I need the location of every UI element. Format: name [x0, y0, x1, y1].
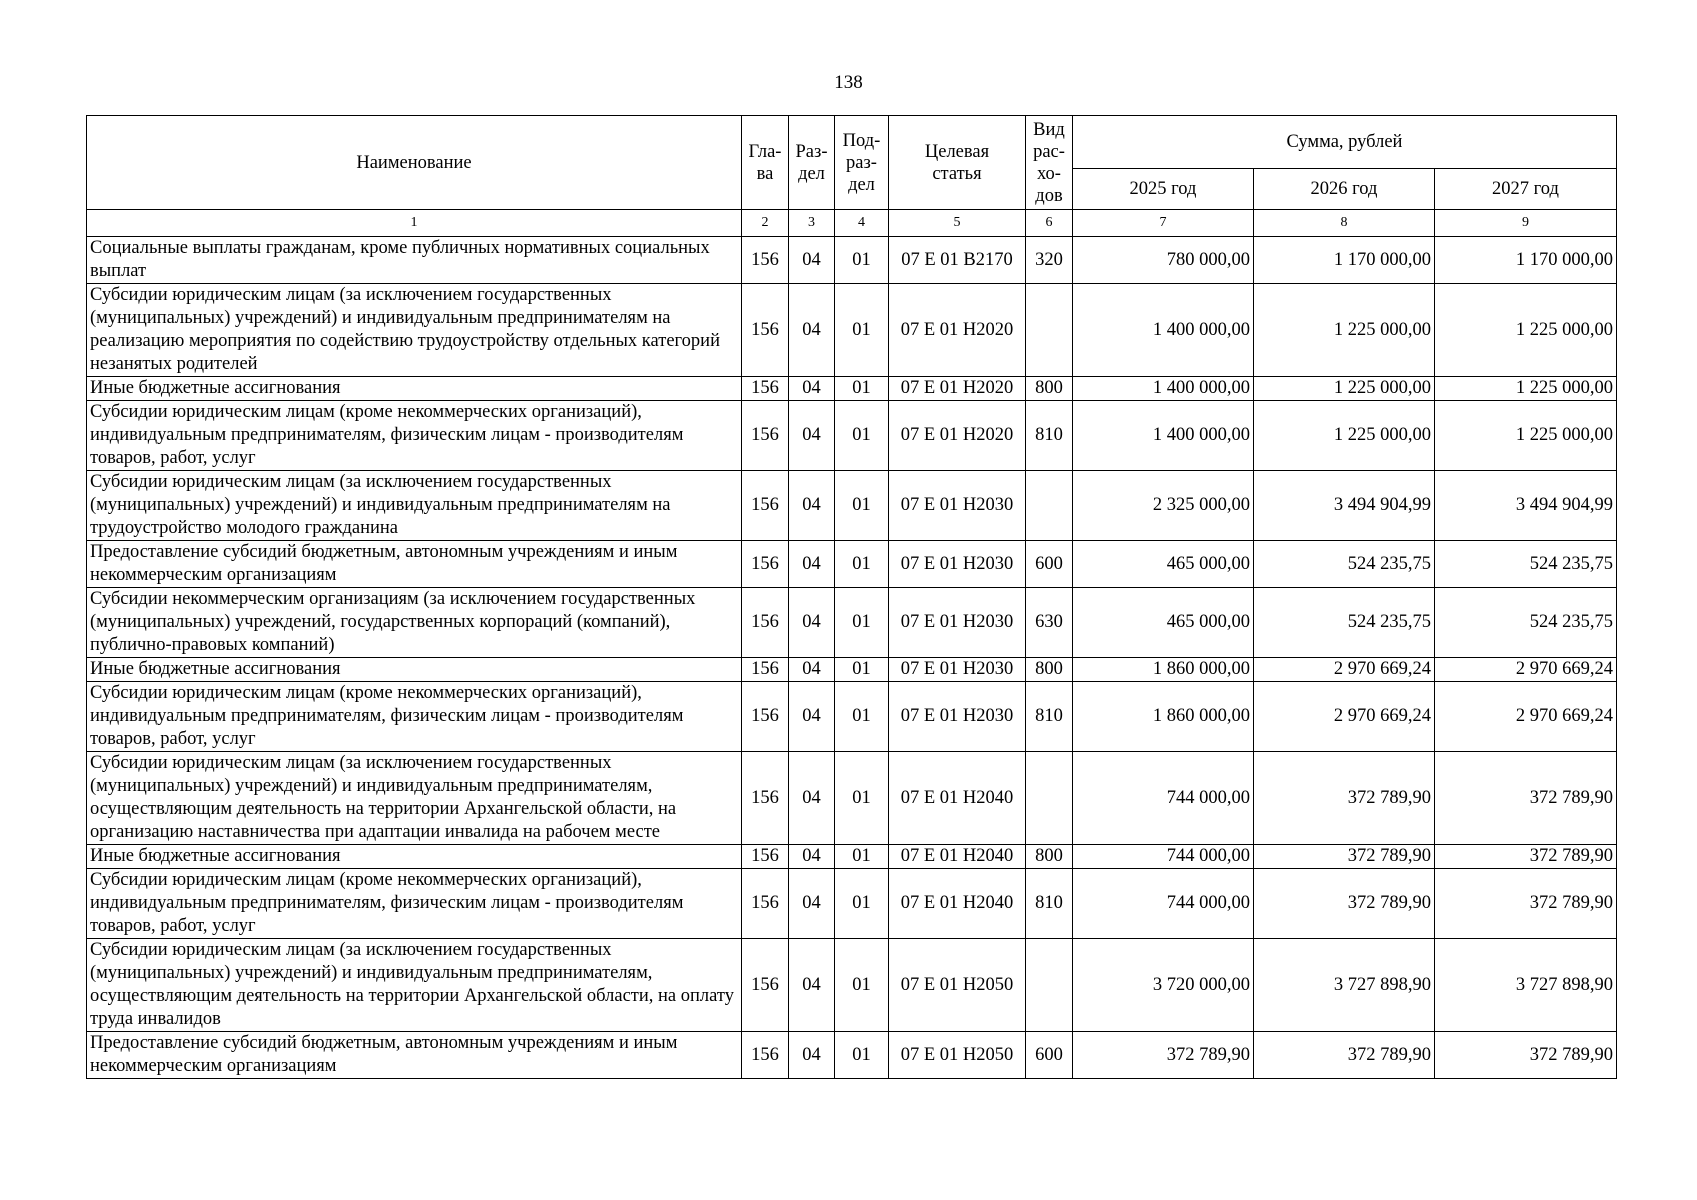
- row-vid-rashodov: [1026, 939, 1073, 1032]
- row-celevaya-statya: 07 Е 01 В2170: [889, 237, 1026, 284]
- row-vid-rashodov: 810: [1026, 682, 1073, 752]
- row-celevaya-statya: 07 Е 01 Н2050: [889, 1032, 1026, 1079]
- row-podrazdel: 01: [835, 752, 889, 845]
- row-celevaya-statya: 07 Е 01 Н2020: [889, 401, 1026, 471]
- row-sum-2026: 372 789,90: [1254, 752, 1435, 845]
- row-podrazdel: 01: [835, 682, 889, 752]
- row-sum-2027: 524 235,75: [1435, 588, 1617, 658]
- row-name: Предоставление субсидий бюджетным, автономным учреждениям и иным некоммерческим организациям: [87, 541, 742, 588]
- row-vid-rashodov: 800: [1026, 658, 1073, 682]
- table-row: [87, 401, 1617, 471]
- row-sum-2026: 1 225 000,00: [1254, 284, 1435, 377]
- row-sum-2027: 2 970 669,24: [1435, 658, 1617, 682]
- row-sum-2027: 1 225 000,00: [1435, 377, 1617, 401]
- row-celevaya-statya: 07 Е 01 Н2040: [889, 869, 1026, 939]
- column-number: 1: [87, 210, 742, 237]
- row-celevaya-statya: 07 Е 01 Н2040: [889, 752, 1026, 845]
- row-sum-2027: 3 727 898,90: [1435, 939, 1617, 1032]
- row-podrazdel: 01: [835, 471, 889, 541]
- row-sum-2026: 2 970 669,24: [1254, 682, 1435, 752]
- row-sum-2026: 1 225 000,00: [1254, 377, 1435, 401]
- table-row: [87, 939, 1617, 1032]
- row-name: Социальные выплаты гражданам, кроме публичных нормативных социальных выплат: [87, 237, 742, 284]
- row-podrazdel: 01: [835, 939, 889, 1032]
- column-number: 5: [889, 210, 1026, 237]
- row-glava: 156: [742, 588, 789, 658]
- row-sum-2027: 524 235,75: [1435, 541, 1617, 588]
- row-podrazdel: 01: [835, 588, 889, 658]
- row-sum-2027: 372 789,90: [1435, 845, 1617, 869]
- row-razdel: 04: [789, 588, 835, 658]
- row-glava: 156: [742, 1032, 789, 1079]
- row-razdel: 04: [789, 869, 835, 939]
- row-name: Субсидии юридическим лицам (за исключением государственных (муниципальных) учреждений) и индивидуальным предпринимателям на трудоустройство молодого гражданина: [87, 471, 742, 541]
- row-vid-rashodov: 810: [1026, 869, 1073, 939]
- row-name: Субсидии юридическим лицам (кроме некоммерческих организаций), индивидуальным предпринимателям, физическим лицам - производителям товаров, работ, услуг: [87, 401, 742, 471]
- row-vid-rashodov: 600: [1026, 541, 1073, 588]
- table-row: [87, 588, 1617, 658]
- row-sum-2026: 3 727 898,90: [1254, 939, 1435, 1032]
- row-sum-2026: 1 225 000,00: [1254, 401, 1435, 471]
- row-razdel: 04: [789, 401, 835, 471]
- row-glava: 156: [742, 377, 789, 401]
- row-glava: 156: [742, 471, 789, 541]
- header-podrazdel: Под- раз- дел: [835, 116, 889, 210]
- row-vid-rashodov: 630: [1026, 588, 1073, 658]
- row-sum-2025: 465 000,00: [1073, 541, 1254, 588]
- row-vid-rashodov: [1026, 752, 1073, 845]
- header-glava: Гла- ва: [742, 116, 789, 210]
- row-sum-2027: 3 494 904,99: [1435, 471, 1617, 541]
- column-number: 4: [835, 210, 889, 237]
- table-row: [87, 284, 1617, 377]
- page-number: 138: [834, 72, 863, 93]
- row-sum-2025: 3 720 000,00: [1073, 939, 1254, 1032]
- row-name: Субсидии юридическим лицам (кроме некоммерческих организаций), индивидуальным предпринимателям, физическим лицам - производителям товаров, работ, услуг: [87, 682, 742, 752]
- row-razdel: 04: [789, 845, 835, 869]
- row-vid-rashodov: 320: [1026, 237, 1073, 284]
- table-row: [87, 869, 1617, 939]
- row-celevaya-statya: 07 Е 01 Н2030: [889, 588, 1026, 658]
- row-sum-2027: 372 789,90: [1435, 869, 1617, 939]
- row-name: Предоставление субсидий бюджетным, автономным учреждениям и иным некоммерческим организациям: [87, 1032, 742, 1079]
- row-sum-2026: 524 235,75: [1254, 588, 1435, 658]
- row-sum-2025: 744 000,00: [1073, 752, 1254, 845]
- row-podrazdel: 01: [835, 401, 889, 471]
- row-podrazdel: 01: [835, 845, 889, 869]
- row-sum-2026: 372 789,90: [1254, 845, 1435, 869]
- row-razdel: 04: [789, 752, 835, 845]
- row-sum-2025: 1 400 000,00: [1073, 284, 1254, 377]
- row-sum-2027: 1 225 000,00: [1435, 401, 1617, 471]
- row-name: Субсидии юридическим лицам (за исключением государственных (муниципальных) учреждений) и индивидуальным предпринимателям, осуществляющим деятельность на территории Архангельской области, на организацию наставничества при адаптации инвалида на рабочем месте: [87, 752, 742, 845]
- row-glava: 156: [742, 682, 789, 752]
- row-podrazdel: 01: [835, 541, 889, 588]
- row-podrazdel: 01: [835, 869, 889, 939]
- column-number: 2: [742, 210, 789, 237]
- row-sum-2026: 372 789,90: [1254, 869, 1435, 939]
- column-number: 6: [1026, 210, 1073, 237]
- row-sum-2025: 465 000,00: [1073, 588, 1254, 658]
- row-glava: 156: [742, 939, 789, 1032]
- table-row: [87, 541, 1617, 588]
- header-vid-rashodov: Вид рас- хо- дов: [1026, 116, 1073, 210]
- row-glava: 156: [742, 541, 789, 588]
- row-podrazdel: 01: [835, 284, 889, 377]
- row-celevaya-statya: 07 Е 01 Н2030: [889, 471, 1026, 541]
- header-summa: Сумма, рублей: [1073, 116, 1617, 169]
- row-sum-2027: 372 789,90: [1435, 752, 1617, 845]
- row-sum-2026: 524 235,75: [1254, 541, 1435, 588]
- row-podrazdel: 01: [835, 658, 889, 682]
- row-celevaya-statya: 07 Е 01 Н2050: [889, 939, 1026, 1032]
- row-sum-2027: 372 789,90: [1435, 1032, 1617, 1079]
- row-razdel: 04: [789, 682, 835, 752]
- row-razdel: 04: [789, 471, 835, 541]
- header-year-2026: 2026 год: [1254, 169, 1435, 210]
- row-vid-rashodov: 800: [1026, 377, 1073, 401]
- row-podrazdel: 01: [835, 1032, 889, 1079]
- column-number: 3: [789, 210, 835, 237]
- row-celevaya-statya: 07 Е 01 Н2030: [889, 682, 1026, 752]
- row-name: Иные бюджетные ассигнования: [87, 377, 742, 401]
- table-body: [87, 210, 1617, 1079]
- row-sum-2026: 372 789,90: [1254, 1032, 1435, 1079]
- row-vid-rashodov: 800: [1026, 845, 1073, 869]
- row-celevaya-statya: 07 Е 01 Н2020: [889, 377, 1026, 401]
- row-name: Субсидии юридическим лицам (за исключением государственных (муниципальных) учреждений) и индивидуальным предпринимателям на реализацию мероприятия по содействию трудоустройству отдельных категорий незанятых родителей: [87, 284, 742, 377]
- row-vid-rashodov: 810: [1026, 401, 1073, 471]
- row-razdel: 04: [789, 284, 835, 377]
- row-vid-rashodov: 600: [1026, 1032, 1073, 1079]
- table-row: [87, 471, 1617, 541]
- row-name: Субсидии юридическим лицам (за исключением государственных (муниципальных) учреждений) и индивидуальным предпринимателям, осуществляющим деятельность на территории Архангельской области, на оплату труда инвалидов: [87, 939, 742, 1032]
- row-glava: 156: [742, 752, 789, 845]
- row-glava: 156: [742, 845, 789, 869]
- row-glava: 156: [742, 658, 789, 682]
- row-sum-2025: 1 400 000,00: [1073, 401, 1254, 471]
- row-razdel: 04: [789, 237, 835, 284]
- header-year-2025: 2025 год: [1073, 169, 1254, 210]
- row-sum-2026: 1 170 000,00: [1254, 237, 1435, 284]
- column-number: 7: [1073, 210, 1254, 237]
- column-number: 8: [1254, 210, 1435, 237]
- table-row: [87, 237, 1617, 284]
- table-row: [87, 752, 1617, 845]
- row-sum-2027: 1 170 000,00: [1435, 237, 1617, 284]
- row-sum-2026: 3 494 904,99: [1254, 471, 1435, 541]
- row-sum-2025: 1 400 000,00: [1073, 377, 1254, 401]
- row-razdel: 04: [789, 939, 835, 1032]
- row-glava: 156: [742, 869, 789, 939]
- row-razdel: 04: [789, 541, 835, 588]
- row-vid-rashodov: [1026, 284, 1073, 377]
- row-vid-rashodov: [1026, 471, 1073, 541]
- row-sum-2025: 744 000,00: [1073, 869, 1254, 939]
- row-sum-2026: 2 970 669,24: [1254, 658, 1435, 682]
- row-razdel: 04: [789, 658, 835, 682]
- row-razdel: 04: [789, 377, 835, 401]
- row-sum-2027: 2 970 669,24: [1435, 682, 1617, 752]
- column-numbers-row: [87, 210, 1617, 237]
- row-sum-2025: 1 860 000,00: [1073, 658, 1254, 682]
- row-razdel: 04: [789, 1032, 835, 1079]
- row-sum-2025: 780 000,00: [1073, 237, 1254, 284]
- table-row: [87, 377, 1617, 401]
- row-glava: 156: [742, 401, 789, 471]
- row-sum-2025: 372 789,90: [1073, 1032, 1254, 1079]
- row-sum-2027: 1 225 000,00: [1435, 284, 1617, 377]
- row-sum-2025: 1 860 000,00: [1073, 682, 1254, 752]
- row-sum-2025: 2 325 000,00: [1073, 471, 1254, 541]
- row-podrazdel: 01: [835, 377, 889, 401]
- table-row: [87, 845, 1617, 869]
- row-name: Иные бюджетные ассигнования: [87, 845, 742, 869]
- header-name: Наименование: [87, 116, 742, 210]
- table-row: [87, 682, 1617, 752]
- row-celevaya-statya: 07 Е 01 Н2030: [889, 658, 1026, 682]
- row-celevaya-statya: 07 Е 01 Н2040: [889, 845, 1026, 869]
- row-celevaya-statya: 07 Е 01 Н2030: [889, 541, 1026, 588]
- column-number: 9: [1435, 210, 1617, 237]
- row-name: Субсидии некоммерческим организациям (за исключением государственных (муниципальных) учреждений, государственных корпораций (компаний), публично-правовых компаний): [87, 588, 742, 658]
- header-razdel: Раз- дел: [789, 116, 835, 210]
- row-celevaya-statya: 07 Е 01 Н2020: [889, 284, 1026, 377]
- header-year-2027: 2027 год: [1435, 169, 1617, 210]
- row-name: Субсидии юридическим лицам (кроме некоммерческих организаций), индивидуальным предпринимателям, физическим лицам - производителям товаров, работ, услуг: [87, 869, 742, 939]
- row-glava: 156: [742, 237, 789, 284]
- row-sum-2025: 744 000,00: [1073, 845, 1254, 869]
- row-podrazdel: 01: [835, 237, 889, 284]
- row-glava: 156: [742, 284, 789, 377]
- header-celevaya-statya: Целевая статья: [889, 116, 1026, 210]
- table-row: [87, 658, 1617, 682]
- table-header: [87, 116, 1617, 210]
- budget-table: [86, 115, 1617, 1079]
- table-row: [87, 1032, 1617, 1079]
- row-name: Иные бюджетные ассигнования: [87, 658, 742, 682]
